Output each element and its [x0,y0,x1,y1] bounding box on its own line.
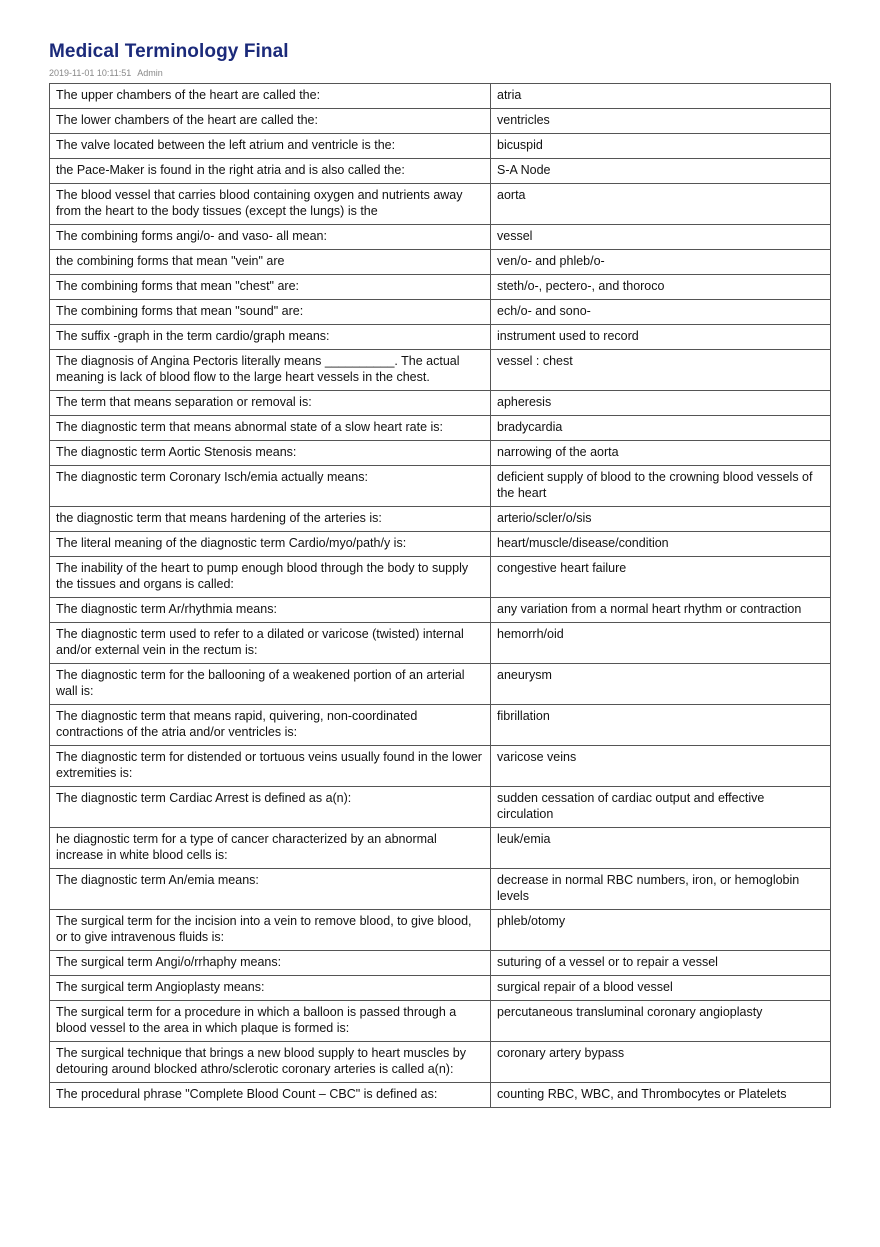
table-row [50,869,831,910]
table-row [50,275,831,300]
question-cell: The surgical term Angioplasty means: [50,976,491,1001]
table-row [50,951,831,976]
answer-cell: steth/o-, pectero-, and thoroco [491,275,831,300]
table-row [50,598,831,623]
question-cell: The diagnostic term used to refer to a dilated or varicose (twisted) internal and/or external vein in the rectum is: [50,623,491,664]
question-cell: The diagnostic term that means abnormal state of a slow heart rate is: [50,416,491,441]
answer-cell: vessel : chest [491,350,831,391]
question-cell: The diagnostic term for distended or tortuous veins usually found in the lower extremities is: [50,746,491,787]
question-cell: The upper chambers of the heart are called the: [50,84,491,109]
table-row [50,350,831,391]
table-row [50,300,831,325]
table-row [50,623,831,664]
document-page [49,40,830,1108]
answer-cell: heart/muscle/disease/condition [491,532,831,557]
answer-cell: leuk/emia [491,828,831,869]
question-cell: The literal meaning of the diagnostic term Cardio/myo/path/y is: [50,532,491,557]
table-row [50,325,831,350]
question-cell: the combining forms that mean "vein" are [50,250,491,275]
table-row [50,532,831,557]
answer-cell: ventricles [491,109,831,134]
answer-cell: narrowing of the aorta [491,441,831,466]
answer-cell: atria [491,84,831,109]
answer-cell: percutaneous transluminal coronary angioplasty [491,1001,831,1042]
answer-cell: bradycardia [491,416,831,441]
answer-cell: S-A Node [491,159,831,184]
question-cell: The suffix -graph in the term cardio/graph means: [50,325,491,350]
table-row [50,416,831,441]
answer-cell: coronary artery bypass [491,1042,831,1083]
answer-cell: aneurysm [491,664,831,705]
answer-cell: ven/o- and phleb/o- [491,250,831,275]
answer-cell: apheresis [491,391,831,416]
table-row [50,466,831,507]
answer-cell: sudden cessation of cardiac output and effective circulation [491,787,831,828]
table-row [50,184,831,225]
answer-cell: varicose veins [491,746,831,787]
question-cell: The surgical term for a procedure in which a balloon is passed through a blood vessel to the area in which plaque is formed is: [50,1001,491,1042]
question-cell: The surgical term for the incision into a vein to remove blood, to give blood, or to give intravenous fluids is: [50,910,491,951]
table-row [50,557,831,598]
table-row [50,787,831,828]
page-title: Medical Terminology Final [49,41,289,62]
answer-cell: counting RBC, WBC, and Thrombocytes or Platelets [491,1083,831,1108]
answer-cell: surgical repair of a blood vessel [491,976,831,1001]
question-cell: the diagnostic term that means hardening of the arteries is: [50,507,491,532]
answer-cell: deficient supply of blood to the crowning blood vessels of the heart [491,466,831,507]
question-cell: The diagnostic term Ar/rhythmia means: [50,598,491,623]
table-row [50,1001,831,1042]
post-author: Admin [137,68,163,78]
question-cell: The lower chambers of the heart are called the: [50,109,491,134]
question-cell: The surgical term Angi/o/rrhaphy means: [50,951,491,976]
answer-cell: vessel [491,225,831,250]
table-row [50,828,831,869]
answer-cell: congestive heart failure [491,557,831,598]
question-cell: the Pace-Maker is found in the right atria and is also called the: [50,159,491,184]
table-row [50,225,831,250]
table-row [50,1083,831,1108]
answer-cell: ech/o- and sono- [491,300,831,325]
table-row [50,976,831,1001]
answer-cell: suturing of a vessel or to repair a vessel [491,951,831,976]
table-row [50,250,831,275]
question-cell: The diagnostic term for the ballooning of a weakened portion of an arterial wall is: [50,664,491,705]
question-cell: The diagnostic term An/emia means: [50,869,491,910]
qa-table-body [50,84,831,1108]
answer-cell: instrument used to record [491,325,831,350]
table-row [50,84,831,109]
question-cell: The blood vessel that carries blood containing oxygen and nutrients away from the heart to the body tissues (except the lungs) is the [50,184,491,225]
question-cell: The diagnostic term that means rapid, quivering, non-coordinated contractions of the atria and/or ventricles is: [50,705,491,746]
question-cell: The term that means separation or removal is: [50,391,491,416]
table-row [50,134,831,159]
question-cell: The surgical technique that brings a new blood supply to heart muscles by detouring around blocked athro/sclerotic coronary arteries is called a(n): [50,1042,491,1083]
answer-cell: arterio/scler/o/sis [491,507,831,532]
question-cell: The valve located between the left atrium and ventricle is the: [50,134,491,159]
table-row [50,441,831,466]
table-row [50,109,831,134]
answer-cell: fibrillation [491,705,831,746]
table-row [50,910,831,951]
question-cell: The procedural phrase "Complete Blood Count – CBC" is defined as: [50,1083,491,1108]
answer-cell: aorta [491,184,831,225]
table-row [50,746,831,787]
table-row [50,159,831,184]
question-cell: The diagnostic term Cardiac Arrest is defined as a(n): [50,787,491,828]
question-cell: The diagnostic term Aortic Stenosis means: [50,441,491,466]
post-date: 2019-11-01 10:11:51 [49,68,132,78]
answer-cell: phleb/otomy [491,910,831,951]
question-cell: The combining forms angi/o- and vaso- all mean: [50,225,491,250]
question-cell: The combining forms that mean "chest" are: [50,275,491,300]
question-cell: The diagnostic term Coronary Isch/emia actually means: [50,466,491,507]
table-row [50,664,831,705]
table-row [50,391,831,416]
question-cell: The diagnosis of Angina Pectoris literally means __________. The actual meaning is lack of blood flow to the large heart vessels in the chest. [50,350,491,391]
table-row [50,507,831,532]
table-row [50,705,831,746]
qa-table [49,83,831,1108]
question-cell: The inability of the heart to pump enough blood through the body to supply the tissues and organs is called: [50,557,491,598]
question-cell: The combining forms that mean "sound" are: [50,300,491,325]
post-meta [49,67,830,83]
answer-cell: decrease in normal RBC numbers, iron, or hemoglobin levels [491,869,831,910]
table-row [50,1042,831,1083]
question-cell: he diagnostic term for a type of cancer characterized by an abnormal increase in white blood cells is: [50,828,491,869]
answer-cell: any variation from a normal heart rhythm or contraction [491,598,831,623]
answer-cell: bicuspid [491,134,831,159]
answer-cell: hemorrh/oid [491,623,831,664]
